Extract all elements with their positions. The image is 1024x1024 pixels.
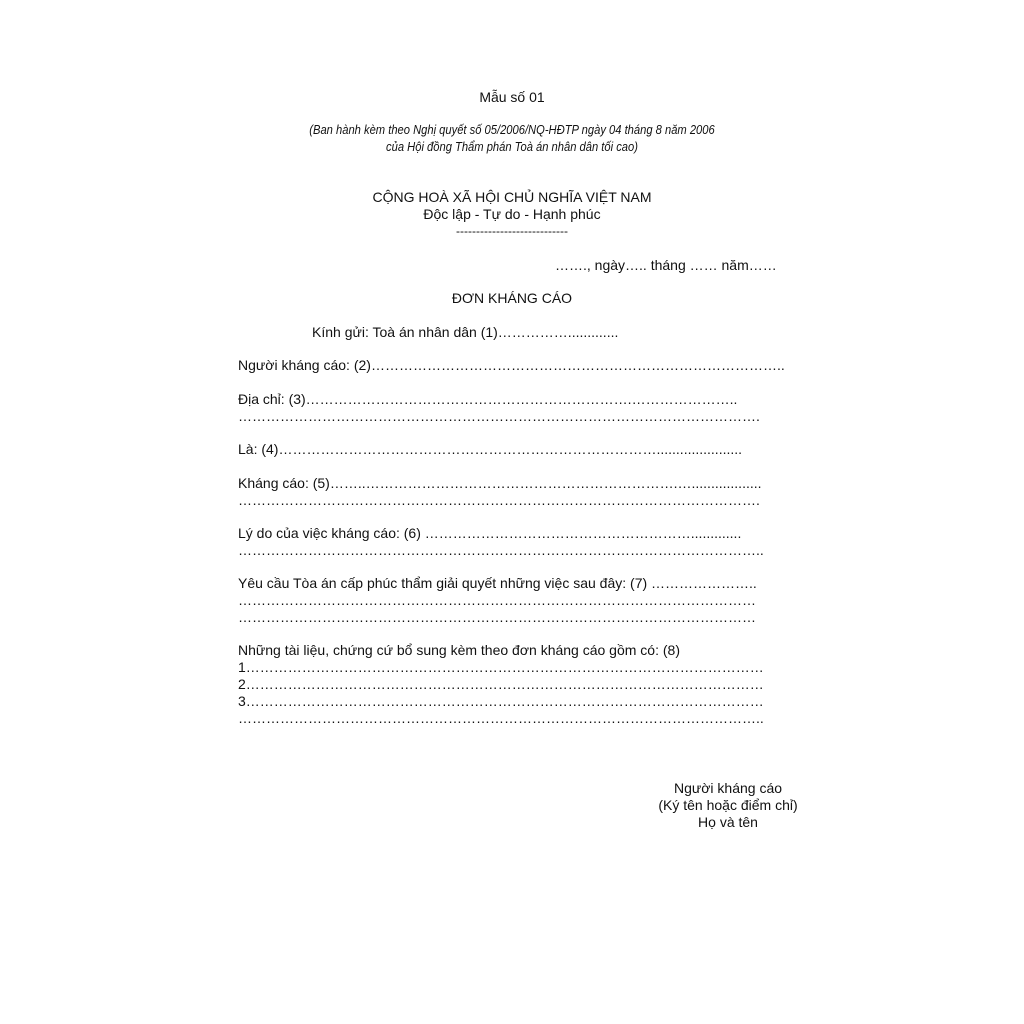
address-field: Địa chỉ: (3)…………………………………………………………….………………….. — [238, 391, 738, 407]
document-continuation: ………………………………………………………………………………………………….. — [238, 710, 764, 726]
signature-name: Họ và tên — [698, 814, 758, 830]
country-name: CỘNG HOÀ XÃ HỘI CHỦ NGHĨA VIỆT NAM — [372, 189, 652, 205]
issued-line-2: của Hội đồng Thẩm phán Toà án nhân dân tối cao) — [386, 139, 638, 154]
document-title: ĐƠN KHÁNG CÁO — [451, 290, 573, 306]
document-item-1: 1………………………………………………………………………………………………… — [238, 659, 764, 675]
request-continuation-1: ………………………………………………………………………………………………… — [238, 592, 756, 608]
document-item-2: 2………………………………………………………………………………………………… — [238, 676, 764, 692]
documents-field: Những tài liệu, chứng cứ bổ sung kèm theo đơn kháng cáo gồm có: (8) — [238, 642, 680, 658]
appeal-continuation: …………………………………………………………………………………………………. — [238, 492, 760, 508]
issued-line-1: (Ban hành kèm theo Nghị quyết số 05/2006/NQ-HĐTP ngày 04 tháng 8 năm 2006 — [309, 122, 715, 137]
request-continuation-2: ………………………………………………………………………………………………… — [238, 609, 756, 625]
date-line: ……., ngày….. tháng …… năm…… — [555, 257, 777, 273]
appellant-field: Người kháng cáo: (2)…………………………………………………………………………….. — [238, 357, 785, 373]
form-number: Mẫu số 01 — [479, 89, 545, 105]
appeal-field: Kháng cáo: (5)……..………………………………………………………….….................. — [238, 475, 762, 491]
document-item-3: 3………………………………………………………………………………………………… — [238, 693, 764, 709]
address-continuation: …………………………………………………………………………………………………. — [238, 408, 760, 424]
role-field: Là: (4)………………………………………………………………………...................... — [238, 441, 743, 457]
reason-continuation: ………………………………………………………………………………………………….. — [238, 542, 764, 558]
reason-field: Lý do của việc kháng cáo: (6) …………………………………………………............. — [238, 525, 742, 541]
request-field: Yêu cầu Tòa án cấp phúc thẩm giải quyết những việc sau đây: (7) ………………….. — [238, 575, 757, 591]
signature-instruction: (Ký tên hoặc điểm chỉ) — [658, 797, 798, 813]
signature-role: Người kháng cáo — [673, 780, 783, 796]
motto-divider: ---------------------------- — [456, 224, 568, 238]
recipient-line: Kính gửi: Toà án nhân dân (1)……………............. — [312, 324, 619, 340]
national-motto: Độc lập - Tự do - Hạnh phúc — [423, 206, 601, 222]
